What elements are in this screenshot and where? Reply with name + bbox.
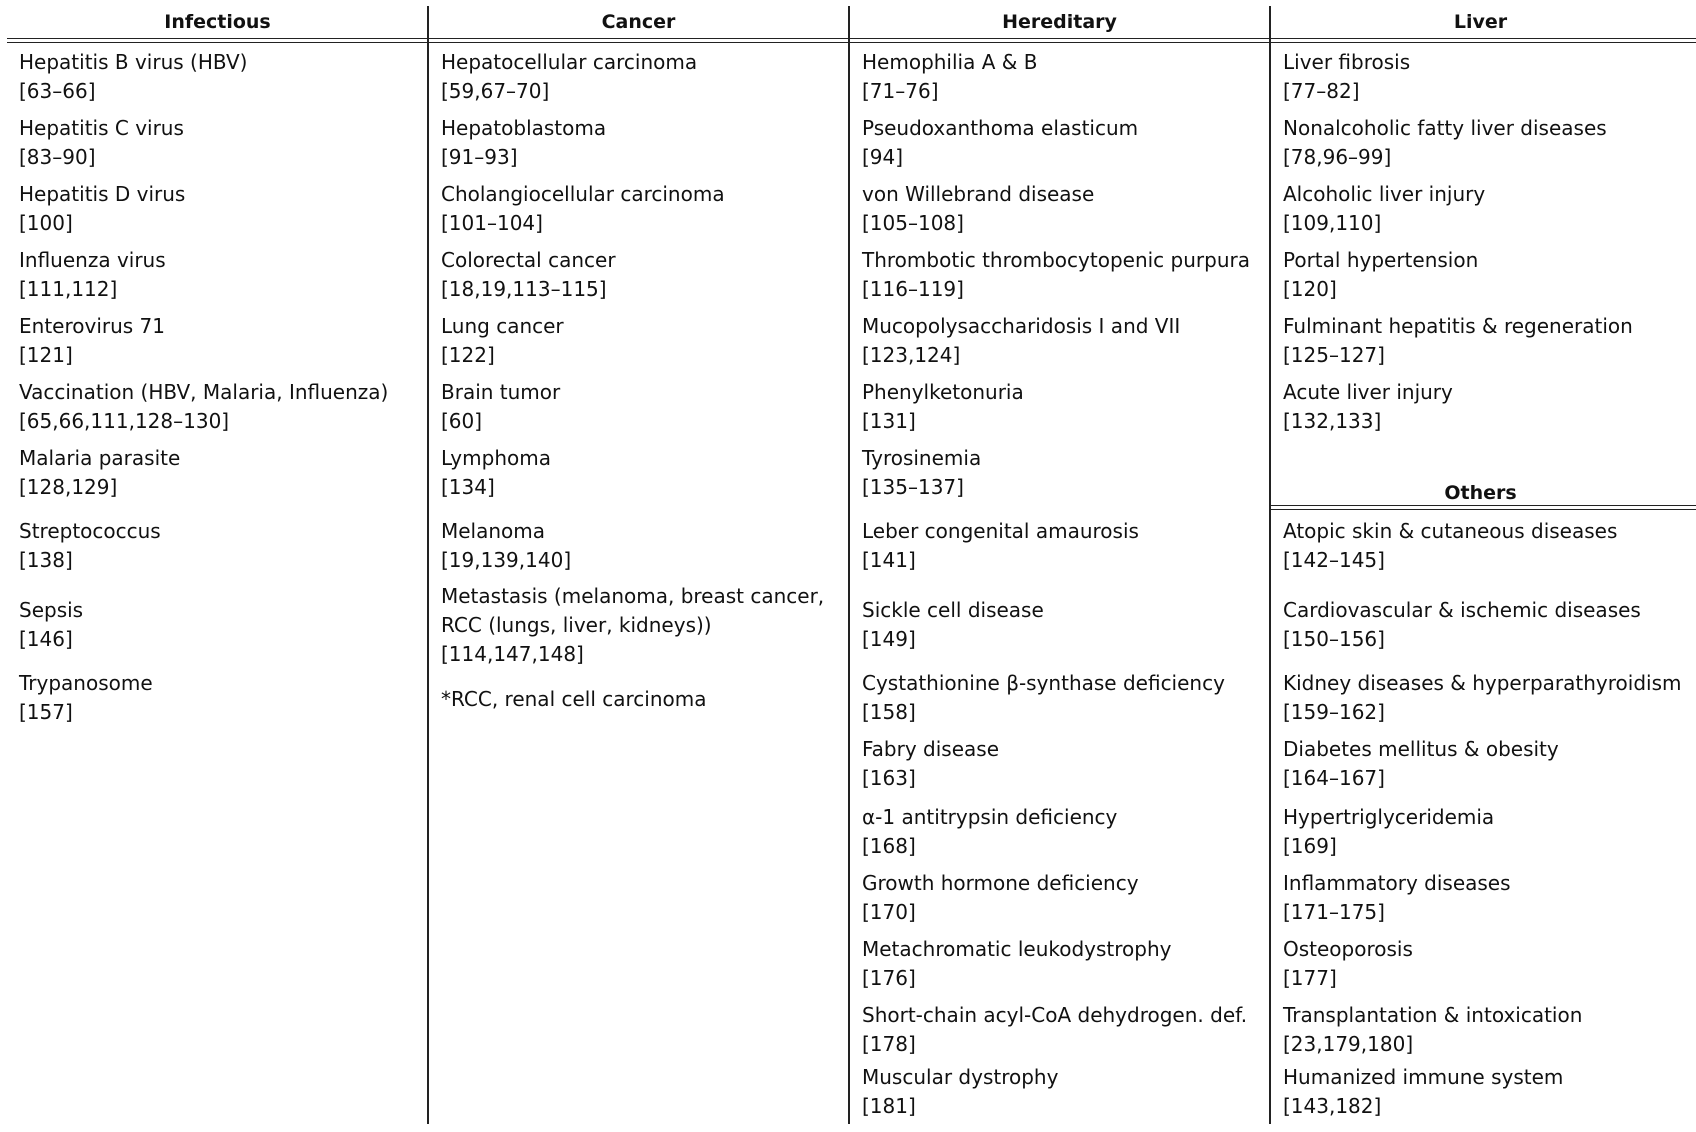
entry-refs: [149] — [862, 627, 916, 651]
entry-refs: [78,96–99] — [1283, 145, 1392, 169]
entry-name: Sickle cell disease — [862, 598, 1044, 622]
entry-name: Sepsis — [19, 598, 84, 622]
entry-name: von Willebrand disease — [862, 182, 1095, 206]
entry-name: Hemophilia A & B — [862, 50, 1038, 74]
entry-name: Humanized immune system — [1283, 1065, 1564, 1089]
entry-name: Trypanosome — [19, 671, 153, 695]
entry-name: Hepatitis C virus — [19, 116, 184, 140]
entry-refs: [120] — [1283, 277, 1337, 301]
list-item — [862, 114, 1138, 172]
entry-refs: [114,147,148] — [441, 642, 584, 666]
entry-name: Malaria parasite — [19, 446, 181, 470]
column-header-hereditary: Hereditary — [1002, 11, 1117, 33]
list-item — [19, 312, 165, 370]
list-item — [862, 669, 1225, 727]
list-item — [19, 48, 247, 106]
list-item — [441, 378, 560, 436]
entry-name: Leber congenital amaurosis — [862, 519, 1139, 543]
entry-refs: [109,110] — [1283, 211, 1382, 235]
list-item — [862, 312, 1180, 370]
list-item — [862, 735, 999, 793]
column-header-others: Others — [1444, 482, 1517, 504]
list-item — [1283, 378, 1453, 436]
list-item — [1283, 935, 1413, 993]
list-item — [862, 517, 1139, 575]
entry-refs: [116–119] — [862, 277, 964, 301]
entry-refs: [178] — [862, 1032, 916, 1056]
list-item — [862, 935, 1172, 993]
list-item — [441, 582, 824, 669]
list-item — [1283, 803, 1494, 861]
entry-name: Metachromatic leukodystrophy — [862, 937, 1172, 961]
list-item — [441, 48, 697, 106]
entry-refs: [131] — [862, 409, 916, 433]
entry-refs: [141] — [862, 548, 916, 572]
entry-name: Colorectal cancer — [441, 248, 616, 272]
header-rule-lower — [7, 42, 1696, 43]
entry-name: Growth hormone deficiency — [862, 871, 1139, 895]
entry-name: Enterovirus 71 — [19, 314, 165, 338]
entry-name: Transplantation & intoxication — [1283, 1003, 1583, 1027]
entry-refs: [111,112] — [19, 277, 118, 301]
list-item — [441, 114, 606, 172]
entry-refs: [159–162] — [1283, 700, 1385, 724]
list-item — [862, 48, 1037, 106]
header-rule — [7, 38, 1696, 39]
entry-refs: [146] — [19, 627, 73, 651]
entry-name: Brain tumor — [441, 380, 561, 404]
entry-refs: [59,67–70] — [441, 79, 550, 103]
list-item — [862, 1063, 1058, 1121]
list-item — [441, 444, 551, 502]
entry-refs: [23,179,180] — [1283, 1032, 1414, 1056]
list-item — [1283, 735, 1559, 793]
entry-name: Short-chain acyl-CoA dehydrogen. def. — [862, 1003, 1248, 1027]
list-item — [441, 312, 564, 370]
entry-name: Cardiovascular & ischemic diseases — [1283, 598, 1641, 622]
entry-refs: [164–167] — [1283, 766, 1385, 790]
list-item — [19, 246, 166, 304]
entry-refs: [101–104] — [441, 211, 543, 235]
entry-refs: [123,124] — [862, 343, 961, 367]
entry-name: Hepatocellular carcinoma — [441, 50, 698, 74]
entry-name: Alcoholic liver injury — [1283, 182, 1486, 206]
entry-name: Streptococcus — [19, 519, 161, 543]
entry-name: Hepatitis D virus — [19, 182, 186, 206]
entry-name: Melanoma — [441, 519, 546, 543]
list-item — [862, 180, 1094, 238]
entry-refs: [19,139,140] — [441, 548, 572, 572]
column-divider — [1269, 6, 1271, 1124]
list-item — [1283, 1001, 1582, 1059]
entry-name: Kidney diseases & hyperparathyroidism — [1283, 671, 1682, 695]
others-header-rule-lower — [1270, 509, 1696, 510]
entry-name-continued: RCC (lungs, liver, kidneys)) — [441, 613, 712, 637]
list-item — [441, 180, 725, 238]
entry-name: Inflammatory diseases — [1283, 871, 1511, 895]
entry-refs: [142–145] — [1283, 548, 1385, 572]
entry-refs: [94] — [862, 145, 904, 169]
entry-refs: [135–137] — [862, 475, 964, 499]
entry-refs: [177] — [1283, 966, 1337, 990]
entry-refs: [125–127] — [1283, 343, 1385, 367]
list-item — [1283, 669, 1681, 727]
entry-name: Liver fibrosis — [1283, 50, 1411, 74]
entry-refs: [60] — [441, 409, 483, 433]
entry-name: Muscular dystrophy — [862, 1065, 1059, 1089]
entry-name: Nonalcoholic fatty liver diseases — [1283, 116, 1607, 140]
list-item — [1283, 869, 1511, 927]
entry-refs: [176] — [862, 966, 916, 990]
footnote: *RCC, renal cell carcinoma — [441, 687, 707, 711]
list-item — [862, 869, 1139, 927]
entry-name: Mucopolysaccharidosis I and VII — [862, 314, 1181, 338]
entry-refs: [132,133] — [1283, 409, 1382, 433]
list-item — [1283, 1063, 1563, 1121]
entry-refs: [63–66] — [19, 79, 96, 103]
list-item — [19, 180, 185, 238]
entry-refs: [65,66,111,128–130] — [19, 409, 230, 433]
entry-refs: [77–82] — [1283, 79, 1360, 103]
entry-name: Lymphoma — [441, 446, 551, 470]
list-item — [1283, 246, 1478, 304]
entry-refs: [122] — [441, 343, 495, 367]
entry-name: Tyrosinemia — [862, 446, 982, 470]
entry-name: Pseudoxanthoma elasticum — [862, 116, 1139, 140]
list-item — [19, 596, 83, 654]
entry-name: Hepatitis B virus (HBV) — [19, 50, 248, 74]
entry-name: Portal hypertension — [1283, 248, 1479, 272]
column-header-cancer: Cancer — [601, 11, 676, 33]
entry-name: Hypertriglyceridemia — [1283, 805, 1495, 829]
entry-name: Acute liver injury — [1283, 380, 1453, 404]
entry-name: Vaccination (HBV, Malaria, Influenza) — [19, 380, 389, 404]
list-item — [1283, 517, 1617, 575]
entry-refs: [100] — [19, 211, 73, 235]
entry-refs: [91–93] — [441, 145, 518, 169]
list-item — [862, 378, 1024, 436]
entry-name: Lung cancer — [441, 314, 564, 338]
entry-refs: [105–108] — [862, 211, 964, 235]
entry-refs: [158] — [862, 700, 916, 724]
entry-refs: [163] — [862, 766, 916, 790]
entry-name: Phenylketonuria — [862, 380, 1024, 404]
entry-name: Influenza virus — [19, 248, 166, 272]
entry-name: Fulminant hepatitis & regeneration — [1283, 314, 1633, 338]
entry-name: Hepatoblastoma — [441, 116, 607, 140]
entry-refs: [168] — [862, 834, 916, 858]
entry-refs: [138] — [19, 548, 73, 572]
list-item — [862, 246, 1250, 304]
entry-name: Cholangiocellular carcinoma — [441, 182, 725, 206]
entry-refs: [157] — [19, 700, 73, 724]
entry-name: Thrombotic thrombocytopenic purpura — [862, 248, 1250, 272]
list-item — [862, 1001, 1247, 1059]
list-item — [862, 803, 1117, 861]
entry-refs: [83–90] — [19, 145, 96, 169]
entry-name: Diabetes mellitus & obesity — [1283, 737, 1559, 761]
list-item — [1283, 114, 1607, 172]
list-item — [19, 669, 153, 727]
list-item — [19, 378, 388, 436]
entry-refs: [121] — [19, 343, 73, 367]
list-item — [19, 444, 180, 502]
list-item — [1283, 596, 1641, 654]
column-divider — [848, 6, 850, 1124]
list-item — [19, 114, 184, 172]
list-item — [1283, 180, 1485, 238]
entry-refs: [71–76] — [862, 79, 939, 103]
entry-refs: [169] — [1283, 834, 1337, 858]
entry-refs: [181] — [862, 1094, 916, 1118]
entry-name: Metastasis (melanoma, breast cancer, — [441, 584, 825, 608]
list-item — [1283, 48, 1410, 106]
others-header-rule — [1270, 505, 1696, 506]
entry-refs: [128,129] — [19, 475, 118, 499]
list-item — [1283, 312, 1633, 370]
entry-name: Fabry disease — [862, 737, 999, 761]
entry-refs: [171–175] — [1283, 900, 1385, 924]
entry-name: Atopic skin & cutaneous diseases — [1283, 519, 1618, 543]
entry-refs: [18,19,113–115] — [441, 277, 607, 301]
list-item — [19, 517, 161, 575]
entry-refs: [170] — [862, 900, 916, 924]
entry-refs: [143,182] — [1283, 1094, 1382, 1118]
column-header-liver: Liver — [1453, 11, 1508, 33]
entry-refs: [150–156] — [1283, 627, 1385, 651]
entry-refs: [134] — [441, 475, 495, 499]
column-divider — [427, 6, 429, 1124]
entry-name: Osteoporosis — [1283, 937, 1413, 961]
list-item — [862, 444, 981, 502]
list-item — [441, 517, 571, 575]
column-header-infectious: Infectious — [164, 11, 271, 33]
entry-name: α-1 antitrypsin deficiency — [862, 805, 1118, 829]
entry-name: Cystathionine β-synthase deficiency — [862, 671, 1225, 695]
list-item — [441, 246, 616, 304]
list-item — [862, 596, 1044, 654]
